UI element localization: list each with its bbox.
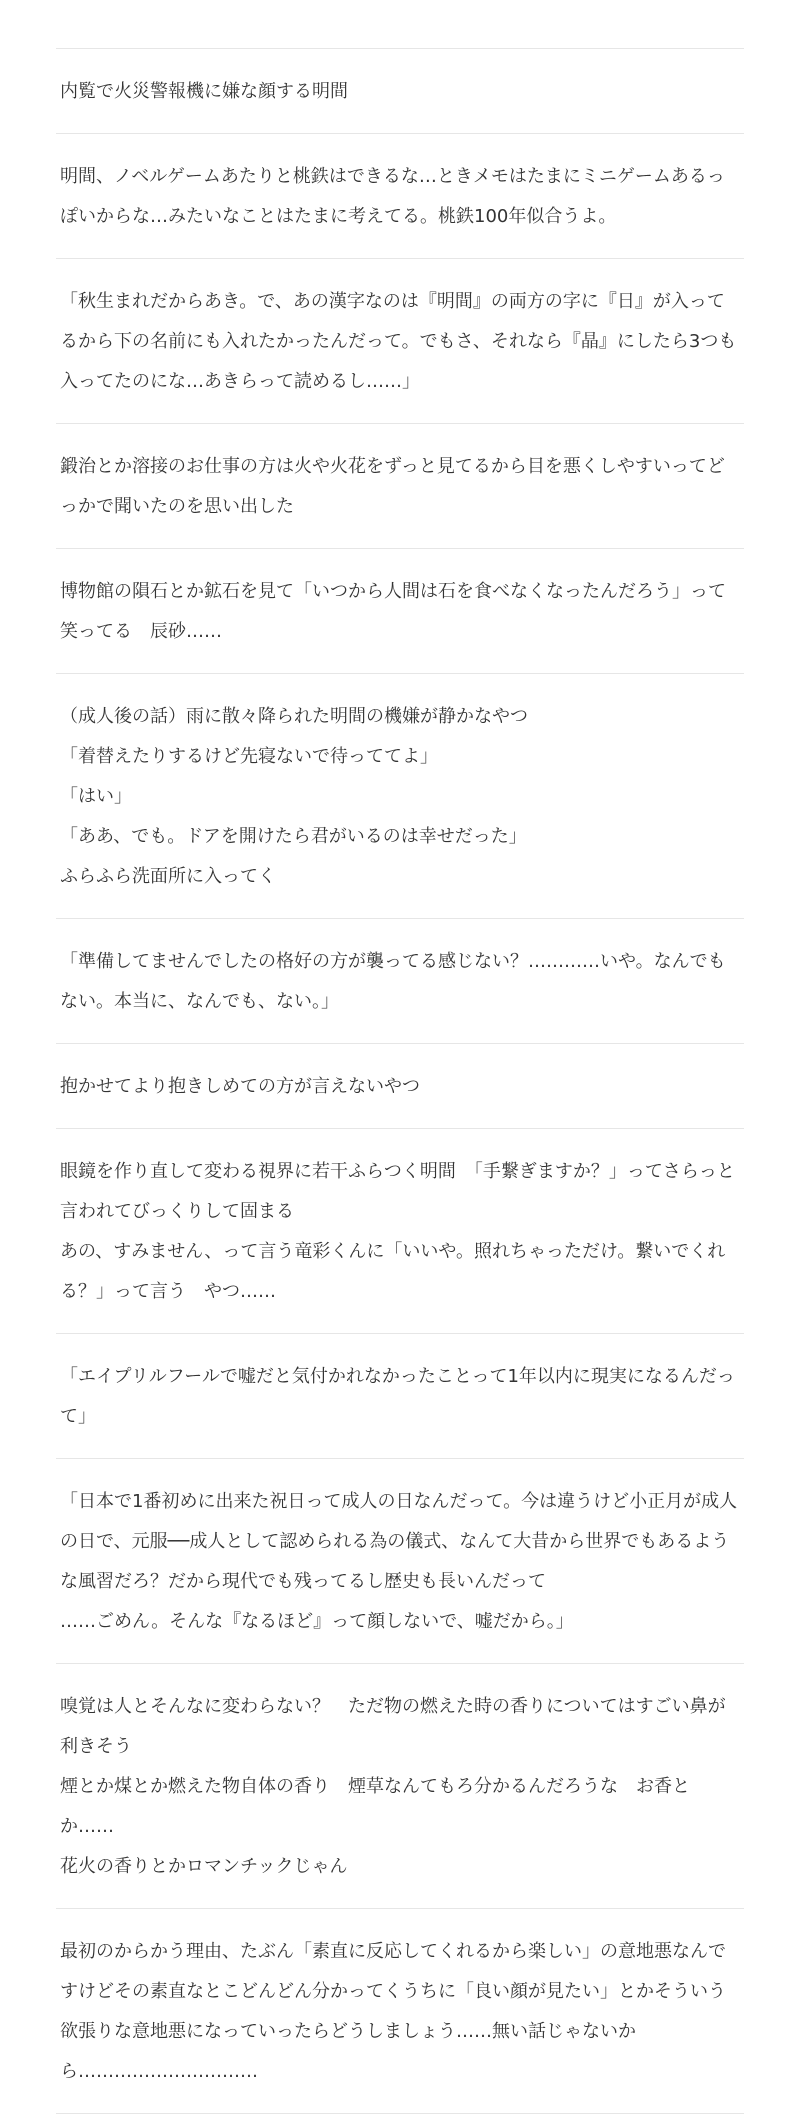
- post-item: [56, 134, 744, 259]
- post-item: [56, 1129, 744, 1334]
- post-text-line: 明間、ノベルゲームあたりと桃鉄はできるな…ときメモはたまにミニゲームあるっぽいからな…みたいなことはたまに考えてる。桃鉄100年似合うよ。: [60, 166, 725, 227]
- post-text-line: 「ああ、でも。ドアを開けたら君がいるのは幸せだった」: [60, 826, 527, 847]
- post-text-line: 「秋生まれだからあき。で、あの漢字なのは『明間』の両方の字に『日』が入ってるから下の名前にも入れたかったんだって。でもさ、それなら『晶』にしたら3つも入ってたのにな…あきらって読めるし……」: [60, 291, 737, 392]
- post-item: [56, 674, 744, 919]
- post-text-line: 「エイプリルフールで嘘だと気付かれなかったことって1年以内に現実になるんだって」: [60, 1366, 735, 1427]
- post-item: [56, 259, 744, 424]
- post-item: [56, 919, 744, 1044]
- post-text-line: 博物館の隕石とか鉱石を見て「いつから人間は石を食べなくなったんだろう」って笑ってる 辰砂……: [60, 581, 726, 642]
- post-text-line: ……ごめん。そんな『なるほど』って顔しないで、嘘だから。」: [60, 1611, 574, 1632]
- post-text-line: 「準備してませんでしたの格好の方が襲ってる感じない？…………いや。なんでもない。本当に、なんでも、ない。」: [60, 951, 726, 1012]
- post-list: [56, 48, 744, 2114]
- post-text-line: ふらふら洗面所に入ってく: [60, 866, 276, 887]
- post-item: [56, 549, 744, 674]
- post-text-line: 煙とか煤とか燃えた物自体の香り 煙草なんてもろ分かるんだろうな お香とか……: [60, 1776, 690, 1837]
- post-text-line: 眼鏡を作り直して変わる視界に若干ふらつく明間 「手繋ぎますか？」ってさらっと言われてびっくりして固まる: [60, 1161, 735, 1222]
- post-text-line: 花火の香りとかロマンチックじゃん: [60, 1856, 348, 1877]
- post-item: [56, 1044, 744, 1129]
- post-item: [56, 1909, 744, 2114]
- post-item: [56, 424, 744, 549]
- post-text-line: 「着替えたりするけど先寝ないで待っててよ」: [60, 746, 438, 767]
- post-text-line: （成人後の話）雨に散々降られた明間の機嫌が静かなやつ: [60, 706, 528, 727]
- post-item: [56, 1459, 744, 1664]
- post-item: [56, 1664, 744, 1909]
- post-text-line: 「はい」: [60, 786, 132, 807]
- post-text-line: 最初のからかう理由、たぶん「素直に反応してくれるから楽しい」の意地悪なんですけどその素直なとこどんどん分かってくうちに「良い顔が見たい」とかそういう欲張りな意地悪になっていったらどうしましょう……無い話じゃないから…………………………: [60, 1941, 726, 2082]
- post-text-line: 内覧で火災警報機に嫌な顔する明間: [60, 81, 348, 102]
- post-text-line: 鍛治とか溶接のお仕事の方は火や火花をずっと見てるから目を悪くしやすいってどっかで聞いたのを思い出した: [60, 456, 725, 517]
- post-text-line: 「日本で1番初めに出来た祝日って成人の日なんだって。今は違うけど小正月が成人の日で、元服──成人として認められる為の儀式、なんて大昔から世界でもあるような風習だろ？だから現代でも残ってるし歴史も長いんだって: [60, 1491, 738, 1592]
- post-item: [56, 1334, 744, 1459]
- post-text-line: あの、すみません、って言う竜彩くんに「いいや。照れちゃっただけ。繋いでくれる？」って言う やつ……: [60, 1241, 726, 1302]
- post-text-line: 嗅覚は人とそんなに変わらない？ ただ物の燃えた時の香りについてはすごい鼻が利きそう: [60, 1696, 726, 1757]
- post-item: [56, 49, 744, 134]
- post-text-line: 抱かせてより抱きしめての方が言えないやつ: [60, 1076, 420, 1097]
